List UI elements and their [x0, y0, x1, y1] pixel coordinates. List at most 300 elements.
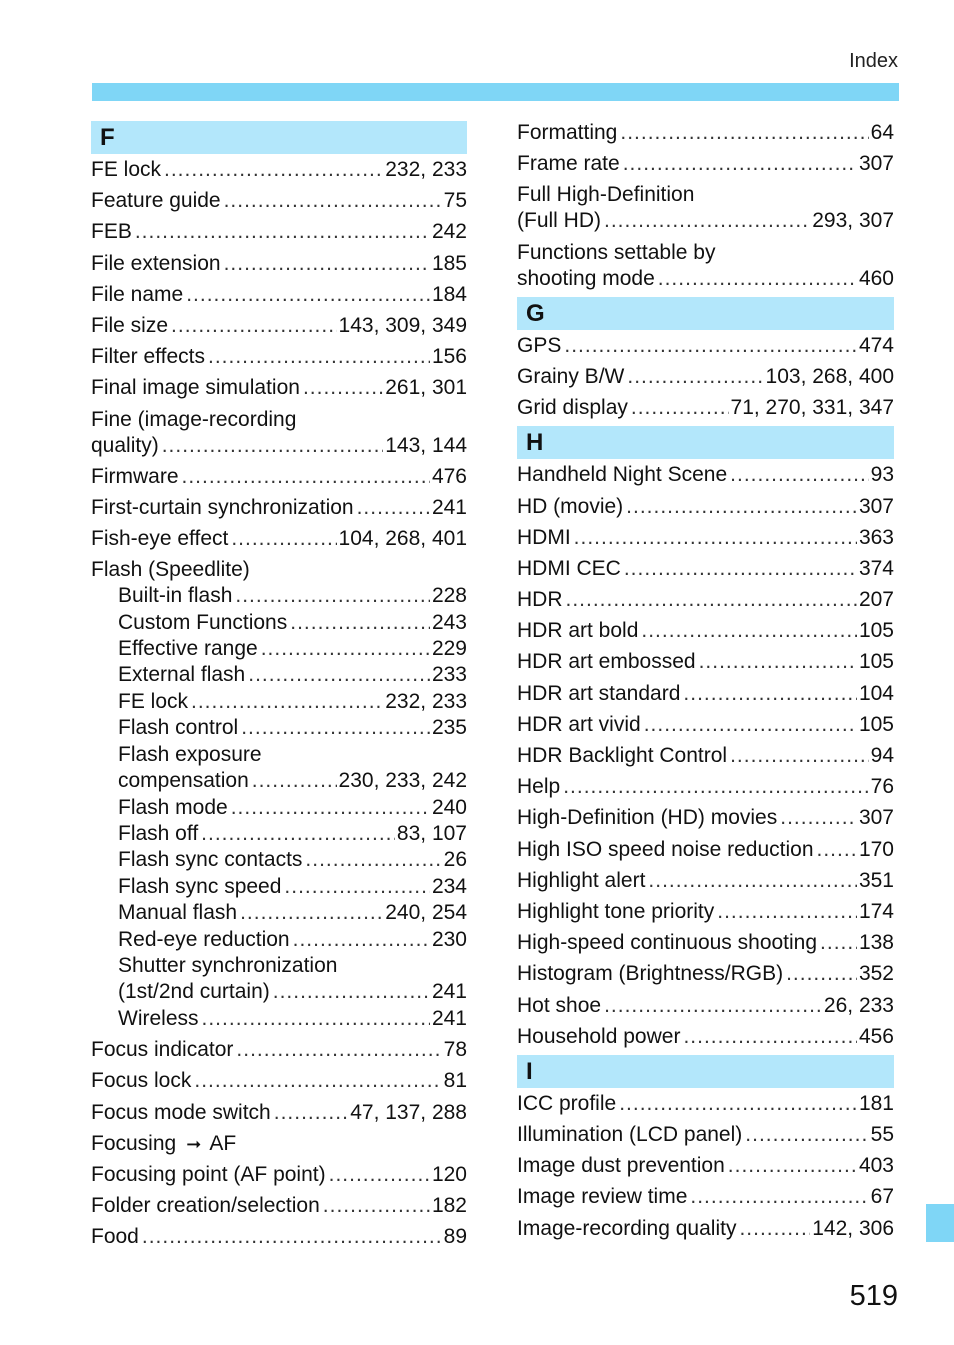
entry-term-first-line: Fine (image-recording — [91, 407, 297, 431]
entry-pages[interactable]: 352 — [858, 962, 894, 986]
entry-term: Flash off — [118, 821, 199, 845]
index-entry[interactable] — [517, 774, 894, 800]
dot-leader — [231, 526, 336, 552]
entry-line — [517, 961, 894, 987]
dot-leader — [323, 1193, 430, 1219]
entry-term: HDR art embossed — [517, 650, 696, 674]
entry-pages[interactable]: 182 — [431, 1194, 467, 1218]
thumb-index-tab — [926, 1204, 954, 1242]
entry-term: (Full HD) — [517, 209, 601, 233]
entry-pages[interactable]: 83, 107 — [396, 821, 467, 845]
entry-line — [91, 1100, 467, 1126]
index-entry[interactable] — [91, 1193, 467, 1219]
entry-pages[interactable]: 242 — [431, 220, 467, 244]
entry-pages[interactable]: 26, 233 — [823, 993, 894, 1017]
entry-line — [91, 526, 467, 552]
entry-line — [517, 618, 894, 644]
entry-term: Focus indicator — [91, 1038, 234, 1062]
index-entry[interactable] — [517, 993, 894, 1019]
dot-leader — [142, 1224, 442, 1250]
section-heading-f: F — [91, 121, 467, 154]
dot-leader — [626, 494, 857, 520]
index-entry[interactable] — [517, 151, 894, 177]
entry-term: Wireless — [118, 1006, 199, 1030]
entry-term: FE lock — [91, 158, 162, 181]
dot-leader — [235, 583, 430, 609]
entry-term: FEB — [91, 220, 132, 244]
entry-pages[interactable]: 476 — [431, 464, 467, 488]
entry-pages[interactable]: 230 — [431, 927, 467, 951]
entry-term: Image review time — [517, 1185, 688, 1209]
entry-pages[interactable]: 142, 306 — [812, 1216, 894, 1240]
index-entry[interactable] — [517, 1184, 894, 1210]
index-entry[interactable] — [517, 837, 894, 863]
entry-term: Histogram (Brightness/RGB) — [517, 962, 784, 986]
index-entry[interactable] — [91, 1037, 467, 1063]
entry-pages[interactable]: 78 — [443, 1038, 467, 1062]
entry-line — [118, 795, 467, 821]
entry-list-g — [517, 333, 894, 421]
dot-leader — [208, 344, 430, 370]
entry-term: compensation — [118, 769, 249, 793]
dot-leader — [357, 495, 430, 521]
entry-line — [517, 774, 894, 800]
entry-term: quality) — [91, 433, 159, 457]
dot-leader — [224, 188, 442, 214]
entry-pages[interactable]: 170 — [858, 837, 894, 861]
index-entry[interactable] — [517, 712, 894, 738]
entry-pages[interactable]: 229 — [431, 637, 467, 661]
index-subentry[interactable] — [91, 583, 467, 609]
entry-term: High ISO speed noise reduction — [517, 837, 814, 861]
dot-leader — [261, 636, 430, 662]
index-column-right — [517, 120, 894, 1247]
entry-term: Highlight alert — [517, 868, 646, 892]
entry-pages[interactable]: 293, 307 — [812, 209, 894, 233]
entry-term: Built-in flash — [118, 584, 233, 608]
entry-pages[interactable]: 55 — [870, 1123, 894, 1147]
index-entry[interactable] — [91, 407, 467, 459]
entry-term: Feature guide — [91, 189, 221, 213]
index-subentry[interactable] — [91, 689, 467, 715]
entry-pages[interactable]: 233 — [431, 663, 467, 687]
index-entry[interactable] — [517, 120, 894, 146]
index-subentry[interactable] — [91, 715, 467, 741]
dot-leader — [194, 1068, 441, 1094]
dot-leader — [303, 375, 383, 401]
dot-leader — [252, 768, 337, 794]
entry-pages[interactable]: 71, 270, 331, 347 — [730, 396, 894, 420]
entry-term: HD (movie) — [517, 494, 624, 518]
entry-line — [517, 993, 894, 1019]
index-subentry[interactable] — [91, 874, 467, 900]
entry-line — [517, 1216, 894, 1242]
index-entry[interactable] — [517, 1216, 894, 1242]
entry-pages[interactable]: 104, 268, 401 — [338, 527, 467, 551]
entry-term: Help — [517, 775, 561, 799]
entry-pages[interactable]: 94 — [870, 744, 894, 767]
dot-leader — [202, 1006, 430, 1032]
index-subentry[interactable] — [91, 847, 467, 873]
dot-leader — [231, 795, 430, 821]
index-subentry[interactable] — [91, 953, 467, 1006]
entry-pages[interactable]: 243 — [431, 610, 467, 634]
page-number: 519 — [849, 1280, 898, 1312]
entry-line — [118, 1006, 467, 1032]
index-entry[interactable] — [517, 333, 894, 359]
entry-line — [517, 743, 894, 769]
entry-line — [91, 344, 467, 370]
entry-pages[interactable]: 105 — [858, 650, 894, 674]
index-entry[interactable] — [517, 525, 894, 551]
index-entry[interactable] — [517, 681, 894, 707]
dot-leader — [241, 715, 430, 741]
index-column-left — [91, 121, 467, 1255]
dot-leader — [717, 899, 857, 925]
entry-line — [118, 847, 467, 873]
entry-term-first-line: Flash exposure — [118, 742, 262, 766]
dot-leader — [623, 151, 857, 177]
entry-line — [517, 712, 894, 738]
index-subentry[interactable] — [91, 610, 467, 636]
entry-term: Final image simulation — [91, 376, 300, 400]
entry-term: (1st/2nd curtain) — [118, 980, 270, 1004]
dot-leader — [683, 1024, 857, 1050]
dot-leader — [728, 1153, 857, 1179]
index-subentry[interactable] — [91, 927, 467, 953]
entry-term: FE lock — [118, 689, 189, 713]
entry-pages[interactable]: 232, 233 — [385, 158, 467, 181]
entry-pages[interactable]: 460 — [858, 266, 894, 290]
section-heading-i: I — [517, 1055, 894, 1088]
entry-line — [91, 1224, 467, 1250]
index-entry[interactable] — [517, 182, 894, 234]
index-subentry[interactable] — [91, 821, 467, 847]
entry-line — [118, 979, 467, 1005]
entry-pages[interactable]: 105 — [858, 619, 894, 643]
entry-pages[interactable]: 240, 254 — [385, 901, 467, 925]
index-entry[interactable] — [91, 464, 467, 490]
entry-line — [517, 364, 894, 390]
dot-leader — [624, 556, 857, 582]
entry-pages[interactable]: 64 — [870, 121, 894, 144]
index-entry[interactable] — [91, 1224, 467, 1250]
entry-term: Illumination (LCD panel) — [517, 1123, 743, 1147]
index-entry[interactable] — [91, 1100, 467, 1126]
entry-pages[interactable]: 207 — [858, 588, 894, 612]
dot-leader — [786, 961, 857, 987]
entry-pages[interactable]: 184 — [431, 282, 467, 306]
entry-pages[interactable]: 241 — [431, 495, 467, 519]
entry-pages[interactable]: 181 — [858, 1091, 894, 1115]
entry-line — [517, 899, 894, 925]
index-subentry[interactable] — [91, 742, 467, 795]
entry-line — [517, 556, 894, 582]
entry-pages[interactable]: 456 — [858, 1024, 894, 1048]
entry-pages[interactable]: 89 — [443, 1225, 467, 1249]
entry-line — [118, 927, 467, 953]
header-band — [92, 83, 899, 101]
entry-pages[interactable]: 104 — [858, 681, 894, 705]
entry-list-fo — [91, 1162, 467, 1250]
entry-pages[interactable]: 261, 301 — [385, 376, 467, 400]
focusing-cross-reference[interactable] — [91, 1131, 467, 1157]
index-entry[interactable] — [91, 375, 467, 401]
index-entry[interactable] — [517, 587, 894, 613]
entry-pages[interactable]: 351 — [858, 868, 894, 892]
index-entry[interactable] — [91, 219, 467, 245]
entry-line — [118, 662, 467, 688]
index-subentry[interactable] — [91, 636, 467, 662]
dot-leader — [683, 681, 857, 707]
index-entry[interactable] — [517, 930, 894, 956]
entry-term: shooting mode — [517, 266, 655, 290]
entry-pages[interactable]: 75 — [443, 189, 467, 213]
index-entry[interactable] — [517, 743, 894, 769]
entry-term: Food — [91, 1225, 139, 1249]
entry-term: Formatting — [517, 121, 618, 144]
dot-leader — [627, 364, 763, 390]
entry-term: HDR art bold — [517, 619, 639, 643]
dot-leader — [162, 433, 384, 459]
entry-term: Image-recording quality — [517, 1216, 737, 1240]
index-entry[interactable] — [517, 364, 894, 390]
index-subentry[interactable] — [91, 1006, 467, 1032]
entry-term: HDR — [517, 588, 563, 612]
entry-line — [118, 583, 467, 609]
entry-term: External flash — [118, 663, 246, 687]
index-entry[interactable] — [517, 899, 894, 925]
entry-pages[interactable]: 232, 233 — [385, 689, 467, 713]
index-subentry[interactable] — [91, 662, 467, 688]
entry-pages[interactable]: 47, 137, 288 — [350, 1100, 467, 1124]
entry-pages[interactable]: 156 — [431, 345, 467, 369]
entry-term: File extension — [91, 251, 221, 275]
dot-leader — [648, 868, 857, 894]
dot-leader — [248, 662, 430, 688]
entry-pages[interactable]: 143, 309, 349 — [338, 313, 467, 337]
entry-term: File size — [91, 313, 169, 337]
entry-pages[interactable]: 185 — [431, 251, 467, 275]
entry-pages[interactable]: 241 — [431, 980, 467, 1004]
dot-leader — [563, 774, 868, 800]
entry-pages[interactable]: 26 — [443, 848, 467, 872]
entry-pages[interactable]: 143, 144 — [385, 433, 467, 457]
index-entry[interactable] — [91, 526, 467, 552]
entry-term: Flash control — [118, 716, 239, 740]
dot-leader — [745, 1122, 868, 1148]
dot-leader — [201, 821, 395, 847]
entry-pages[interactable]: 235 — [431, 716, 467, 740]
index-entry[interactable] — [517, 1122, 894, 1148]
dot-leader — [644, 712, 857, 738]
index-entry[interactable] — [91, 1162, 467, 1188]
dot-leader — [236, 1037, 441, 1063]
focusing-target: AF — [209, 1131, 237, 1155]
entry-pages[interactable]: 228 — [431, 584, 467, 608]
entry-list-f — [91, 157, 467, 552]
entry-line — [517, 462, 894, 488]
entry-pages[interactable]: 240 — [431, 795, 467, 819]
entry-term: Filter effects — [91, 345, 205, 369]
dot-leader — [284, 874, 430, 900]
dot-leader — [564, 333, 857, 359]
entry-pages[interactable]: 120 — [431, 1162, 467, 1186]
running-head: Index — [849, 50, 898, 72]
entry-pages[interactable]: 474 — [858, 333, 894, 357]
entry-line — [118, 900, 467, 926]
dot-leader — [224, 251, 430, 277]
entry-line — [517, 1153, 894, 1179]
entry-line — [91, 157, 467, 183]
entry-pages[interactable]: 403 — [858, 1154, 894, 1178]
entry-line — [517, 1122, 894, 1148]
entry-term: Household power — [517, 1024, 681, 1048]
dot-leader — [191, 689, 383, 715]
entry-term-first-line: Full High-Definition — [517, 183, 695, 207]
entry-term: Image dust prevention — [517, 1154, 725, 1178]
entry-line — [517, 1184, 894, 1210]
entry-term: Grid display — [517, 396, 628, 420]
entry-pages[interactable]: 93 — [870, 463, 894, 487]
entry-term-first-line: Functions settable by — [517, 240, 716, 264]
entry-pages[interactable]: 81 — [443, 1069, 467, 1093]
entry-term: Flash sync contacts — [118, 848, 303, 872]
dot-leader — [604, 208, 810, 234]
entry-term: Hot shoe — [517, 993, 602, 1017]
dot-leader — [619, 1091, 857, 1117]
entry-line — [517, 805, 894, 831]
dot-leader — [135, 219, 430, 245]
entry-pages[interactable]: 241 — [431, 1006, 467, 1030]
dot-leader — [730, 462, 868, 488]
entry-line — [91, 219, 467, 245]
entry-pages[interactable]: 105 — [858, 712, 894, 736]
entry-term: High-Definition (HD) movies — [517, 806, 778, 830]
index-entry[interactable] — [91, 1068, 467, 1094]
index-subentry[interactable] — [91, 900, 467, 926]
entry-line — [517, 868, 894, 894]
index-entry[interactable] — [517, 462, 894, 488]
entry-pages[interactable]: 174 — [858, 899, 894, 923]
flash-subentry-list — [91, 583, 467, 1032]
entry-term: Fish-eye effect — [91, 527, 229, 551]
arrow-right-icon: ➞ — [186, 1133, 202, 1154]
entry-line — [118, 821, 467, 847]
entry-line — [91, 1068, 467, 1094]
entry-term: Red-eye reduction — [118, 927, 290, 951]
entry-term: Grainy B/W — [517, 364, 625, 388]
entry-line — [91, 495, 467, 521]
entry-term: Custom Functions — [118, 610, 288, 634]
entry-term: Handheld Night Scene — [517, 463, 728, 487]
entry-pages[interactable]: 374 — [858, 556, 894, 580]
index-entry[interactable] — [517, 649, 894, 675]
dot-leader — [171, 313, 337, 339]
dot-leader — [164, 157, 383, 183]
entry-term: HDR Backlight Control — [517, 744, 728, 767]
entry-line — [517, 120, 894, 146]
dot-leader — [274, 1100, 348, 1126]
dot-leader — [566, 587, 857, 613]
entry-pages[interactable]: 234 — [431, 874, 467, 898]
dot-leader — [604, 993, 822, 1019]
entry-line — [118, 610, 467, 636]
index-entry[interactable] — [517, 1024, 894, 1050]
entry-term: Folder creation/selection — [91, 1194, 320, 1218]
entry-line — [91, 1162, 467, 1188]
index-entry[interactable] — [91, 495, 467, 521]
entry-line — [91, 464, 467, 490]
entry-line — [91, 313, 467, 339]
index-entry[interactable] — [517, 805, 894, 831]
entry-line — [517, 1091, 894, 1117]
entry-line — [517, 930, 894, 956]
entry-pages[interactable]: 103, 268, 400 — [765, 364, 894, 388]
entry-term: Focusing point (AF point) — [91, 1162, 326, 1186]
index-subentry[interactable] — [91, 795, 467, 821]
dot-leader — [690, 1184, 868, 1210]
dot-leader — [329, 1162, 430, 1188]
index-entry[interactable] — [91, 344, 467, 370]
index-entry[interactable] — [517, 556, 894, 582]
index-entry[interactable] — [517, 868, 894, 894]
index-entry[interactable] — [517, 494, 894, 520]
entry-term: Frame rate — [517, 152, 620, 176]
entry-term: Firmware — [91, 464, 179, 488]
index-entry[interactable] — [517, 961, 894, 987]
dot-leader — [293, 927, 430, 953]
entry-pages[interactable]: 363 — [858, 525, 894, 549]
index-entry[interactable] — [91, 188, 467, 214]
index-entry[interactable] — [91, 313, 467, 339]
flash-entry-group — [91, 557, 467, 1032]
entry-line — [91, 251, 467, 277]
index-entry[interactable] — [91, 282, 467, 308]
entry-pages[interactable]: 307 — [858, 152, 894, 176]
index-entry[interactable] — [91, 251, 467, 277]
entry-line — [91, 1193, 467, 1219]
entry-line — [118, 874, 467, 900]
entry-term: Manual flash — [118, 901, 238, 925]
entry-line — [118, 689, 467, 715]
index-entry[interactable] — [91, 157, 467, 183]
section-heading-g: G — [517, 297, 894, 330]
entry-line — [517, 649, 894, 675]
entry-pages[interactable]: 138 — [858, 931, 894, 955]
entry-line — [91, 433, 467, 459]
entry-pages[interactable]: 76 — [870, 775, 894, 799]
index-entry[interactable] — [517, 1153, 894, 1179]
entry-term-first-line: Shutter synchronization — [118, 953, 338, 977]
index-entry[interactable] — [517, 240, 894, 292]
entry-line — [517, 1024, 894, 1050]
entry-term: Focus lock — [91, 1069, 192, 1093]
entry-term: File name — [91, 282, 184, 306]
index-entry[interactable] — [517, 1091, 894, 1117]
entry-line — [517, 395, 894, 421]
entry-term: First-curtain synchronization — [91, 495, 354, 519]
entry-line — [118, 715, 467, 741]
index-entry[interactable] — [517, 618, 894, 644]
entry-pages[interactable]: 307 — [858, 806, 894, 830]
entry-pages[interactable]: 307 — [858, 494, 894, 518]
index-entry[interactable] — [517, 395, 894, 421]
dot-leader — [620, 120, 868, 146]
entry-pages[interactable]: 67 — [870, 1185, 894, 1209]
entry-pages[interactable]: 230, 233, 242 — [338, 769, 467, 793]
entry-line — [517, 494, 894, 520]
